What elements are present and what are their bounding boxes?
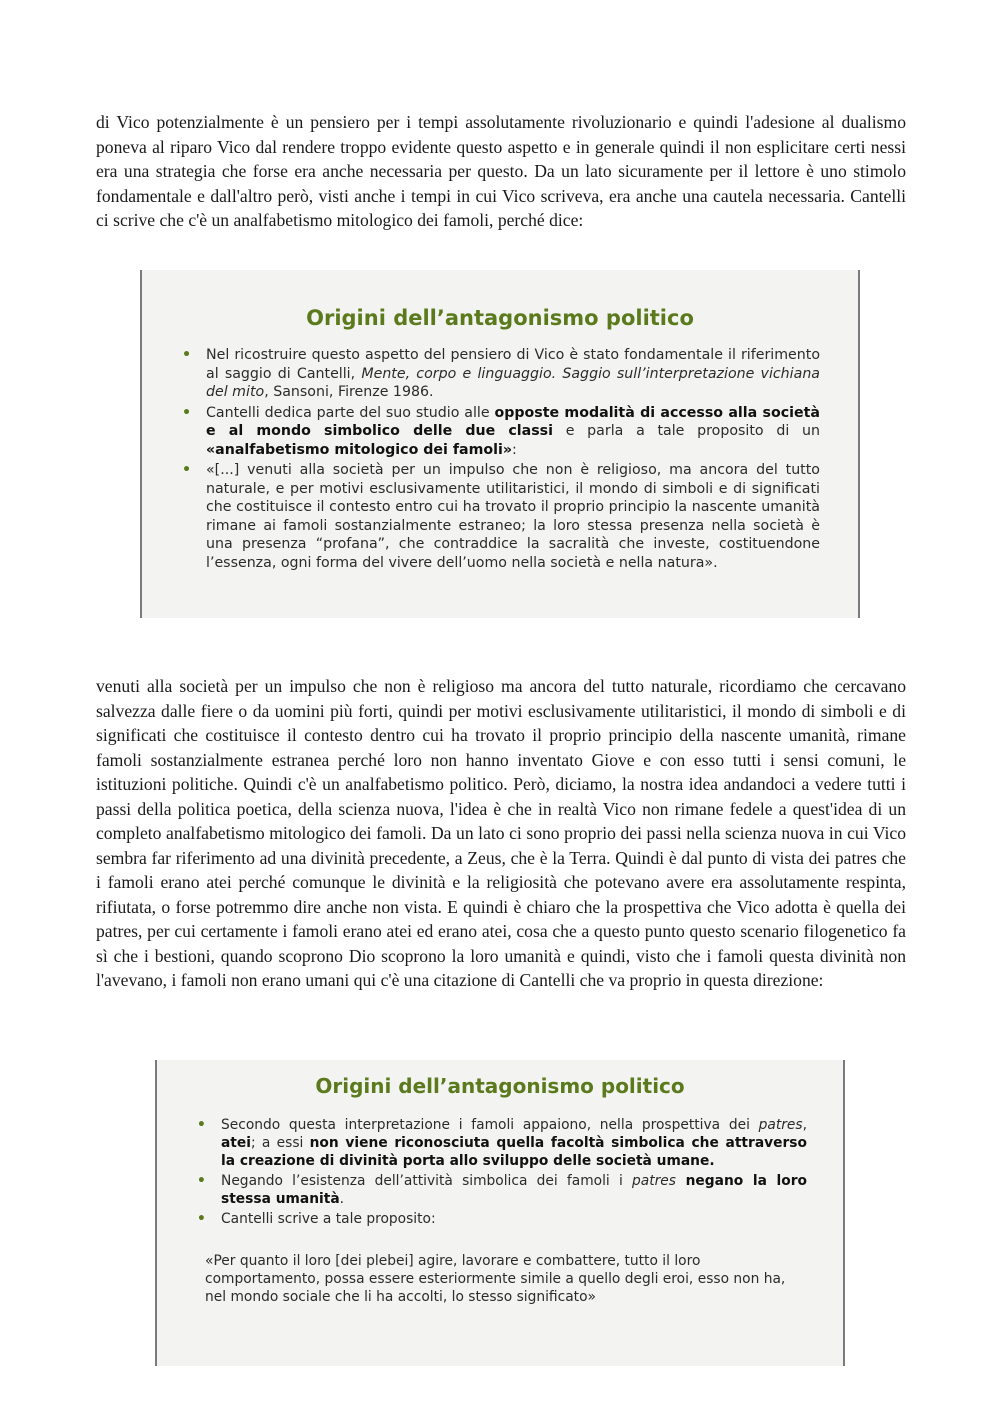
bullet-icon: •	[182, 347, 192, 363]
bullet-text: e parla a tale proposito di un	[553, 423, 820, 439]
bullet-text: :	[512, 441, 517, 458]
italic-text: patres	[631, 1173, 676, 1189]
list-item	[182, 404, 820, 460]
bullet-text: Nel ricostruire questo aspetto del pensiero di Vico è stato fondamentale il riferimento al saggio di Cantelli,	[206, 347, 820, 382]
bullet-icon: •	[182, 404, 192, 421]
book-title: Mente, corpo e linguaggio. Saggio sull’interpretazione vichiana del mito	[206, 365, 820, 400]
bullet-text: ; a essi	[251, 1135, 310, 1151]
bold-text: negano la loro stessa umanità	[221, 1173, 807, 1207]
body-paragraph-1: di Vico potenzialmente è un pensiero per i tempi assolutamente rivoluzionario e quindi l'adesione al dualismo poneva al riparo Vico dal rendere troppo evidente questo aspetto e in generale quindi il non esplicitare certi nessi era una strategia che forse era anche necessaria per questo. Da un lato sicuramente per il lettore è uno stimolo fondamentale e dall'altro però, visti anche i tempi in cui Vico scriveva, era anche una cautela necessaria. Cantelli ci scrive che c'è un analfabetismo mitologico dei famoli, perché dice:	[96, 112, 906, 230]
slide-image-2	[155, 1060, 845, 1366]
bold-text: opposte modalità di accesso alla società e al mondo simbolico delle due classi	[206, 404, 820, 439]
list-item	[197, 1210, 807, 1228]
bullet-text: , Sansoni, Firenze 1986.	[264, 384, 434, 400]
bullet-icon: •	[197, 1117, 206, 1133]
quote-text: «Per quanto il loro [dei plebei] agire, lavorare e combattere, tutto il loro comportamento, possa essere esteriormente simile a quello degli eroi, esso non ha, nel mondo sociale che li ha accolti, lo stesso significato»	[205, 1253, 786, 1305]
bullet-text: Cantelli scrive a tale proposito:	[221, 1211, 436, 1227]
bold-text: atei	[221, 1135, 251, 1151]
list-item	[182, 461, 820, 572]
bullet-text: Negando l’esistenza dell’attività simbolica dei famoli i	[221, 1173, 632, 1189]
body-paragraph-2: venuti alla società per un impulso che non è religioso ma ancora del tutto naturale, ricordiamo che cercavano salvezza dalle fiere o da uomini più forti, quindi per motivi esclusivamente utilitaristici, il mondo di simboli e di significati che costituisce il contesto dentro cui ha trovato il proprio principio della nascente umanità, rimane famoli sostanzialmente estranea perché loro non hanno inventato Giove e con esso tutti i sensi comuni, le istituzioni politiche. Quindi c'è un analfabetismo politico. Però, diciamo, la nostra idea andandoci a vedere tutti i passi della politica poetica, della scienza nuova, l'idea è che in realtà Vico non rimane fedele a quest'idea di un completo analfabetismo mitologico dei famoli. Da un lato ci sono proprio dei passi nella scienza nuova in cui Vico sembra far riferimento ad una divinità precedente, a Zeus, che è la Terra. Quindi è dal punto di vista dei patres che i famoli erano atei perché comunque le divinità e la religiosità che potevano avere era assolutamente respinta, rifiutata, o forse potremmo dire anche non vista. E quindi è chiaro che la prospettiva che Vico adotta è quella dei patres, per cui certamente i famoli erano atei ed erano atei, cosa che a questo punto questo scenario filogenetico fa sì che i bestioni, quando scoprono Dio scoprono la loro umanità e quindi, visto che i famoli questa divinità non l'avevano, i famoli non erano umani qui c'è una citazione di Cantelli che va proprio in questa direzione:	[96, 676, 906, 990]
bullet-icon: •	[197, 1211, 206, 1227]
bullet-text: .	[339, 1191, 345, 1207]
bullet-text: Secondo questa interpretazione i famoli appaiono, nella prospettiva dei	[221, 1117, 759, 1133]
bullet-list	[182, 346, 820, 572]
bold-text: non viene riconosciuta quella facoltà simbolica che attraverso la creazione di divinità porta allo sviluppo delle società umane.	[221, 1135, 807, 1169]
bullet-icon: •	[197, 1173, 206, 1189]
bullet-text: ,	[802, 1117, 807, 1133]
bullet-list	[197, 1116, 807, 1228]
list-item	[182, 346, 820, 402]
slide-title: Origini dell’antagonismo politico	[306, 306, 694, 330]
quote-text: «[...] venuti alla società per un impulso che non è religioso, ma ancora del tutto naturale, e per motivi esclusivamente utilitaristici, il mondo di simboli e di significati che costituisce il contesto entro cui ha trovato il proprio principio la nascente umanità rimane ai famoli sostanzialmente estraneo; la loro stessa presenza nella società è una presenza “profana”, che contraddice la sacralità che investe, costituendone l’essenza, ogni forma del vivere dell’uomo nella società e nella natura».	[206, 462, 820, 571]
list-item	[197, 1172, 807, 1208]
slide-image-1	[140, 270, 860, 618]
slide-title: Origini dell’antagonismo politico	[315, 1074, 685, 1098]
bullet-text: Cantelli dedica parte del suo studio alle	[206, 404, 495, 421]
italic-text: patres	[758, 1117, 803, 1133]
bold-text: «analfabetismo mitologico dei famoli»	[206, 441, 513, 458]
list-item	[197, 1116, 807, 1170]
bullet-icon: •	[182, 462, 192, 478]
